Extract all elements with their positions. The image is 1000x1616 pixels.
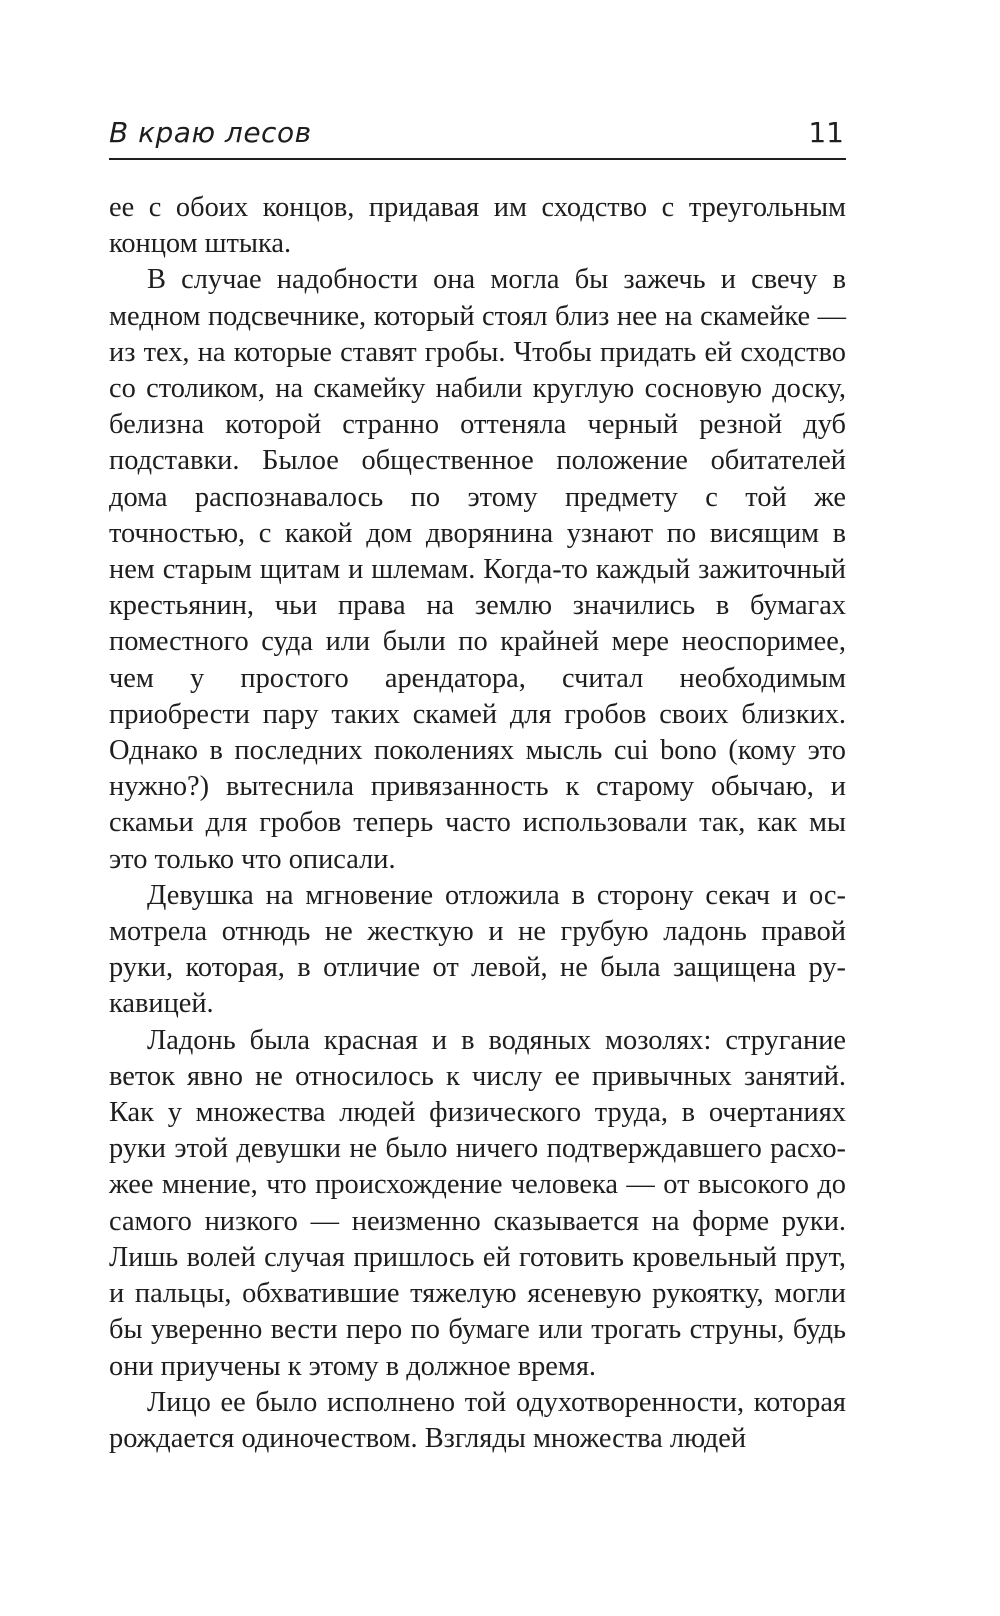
running-head [109, 112, 846, 160]
body-text [109, 190, 846, 1457]
paragraph-1: ее с обоих концов, придавая им сходство с треугольным концом штыка. [109, 192, 846, 260]
paragraph-5: Лицо ее было исполнено той одухотворенности, которая рождается одиночеством. Взгляды множества людей [109, 1386, 846, 1454]
paragraph-2: В случае надобности она могла бы зажечь и свечу в медном подсвечнике, который стоял близ нее на скамейке — из тех, на которые ставят гробы. Чтобы придать ей сходство со столиком, на скамейку набили круглую сосновую доску, белизна которой странно оттеняла черный резной дуб подставки. Былое общественное положение обитателей дома распознавалось по этому предмету с той же точностью, с какой дом дворянина узнают по висящим в нем старым щитам и шлемам. Когда-то каждый зажиточный крестьянин, чьи права на землю значились в бумагах поместного суда или были по крайней мере неоспоримее, чем у простого арендатора, считал необходимым приобрести пару таких скамей для гробов своих близких. Однако в последних поколениях мысль cui bono (кому это нужно?) вытеснила привязанность к старому обычаю, и скамьи для гробов теперь часто использовали так, как мы это только что описали. [109, 264, 846, 875]
book-page [109, 112, 846, 1457]
paragraph-4: Ладонь была красная и в водяных мозолях: стругание веток явно не относилось к числу ее привычных занятий. Как у множества людей физического труда, в очертаниях руки этой девушки не было ничего подтверждавшего расхожее мнение, что происхождение человека — от высокого до самого низкого — неизменно сказывается на форме руки. Лишь волей случая пришлось ей готовить кровельный прут, и пальцы, обхватившие тяжелую ясеневую рукоятку, могли бы уверенно вести перо по бумаге или трогать струны, будь они приучены к этому в должное время. [109, 1024, 846, 1382]
paragraph-3: Девушка на мгновение отложила в сторону секач и осмотрела отнюдь не жесткую и не грубую ладонь правой руки, которая, в отличие от левой, не была защищена рукавицей. [109, 879, 846, 1020]
page-number: 11 [808, 116, 844, 149]
running-title: В краю лесов [109, 116, 312, 149]
